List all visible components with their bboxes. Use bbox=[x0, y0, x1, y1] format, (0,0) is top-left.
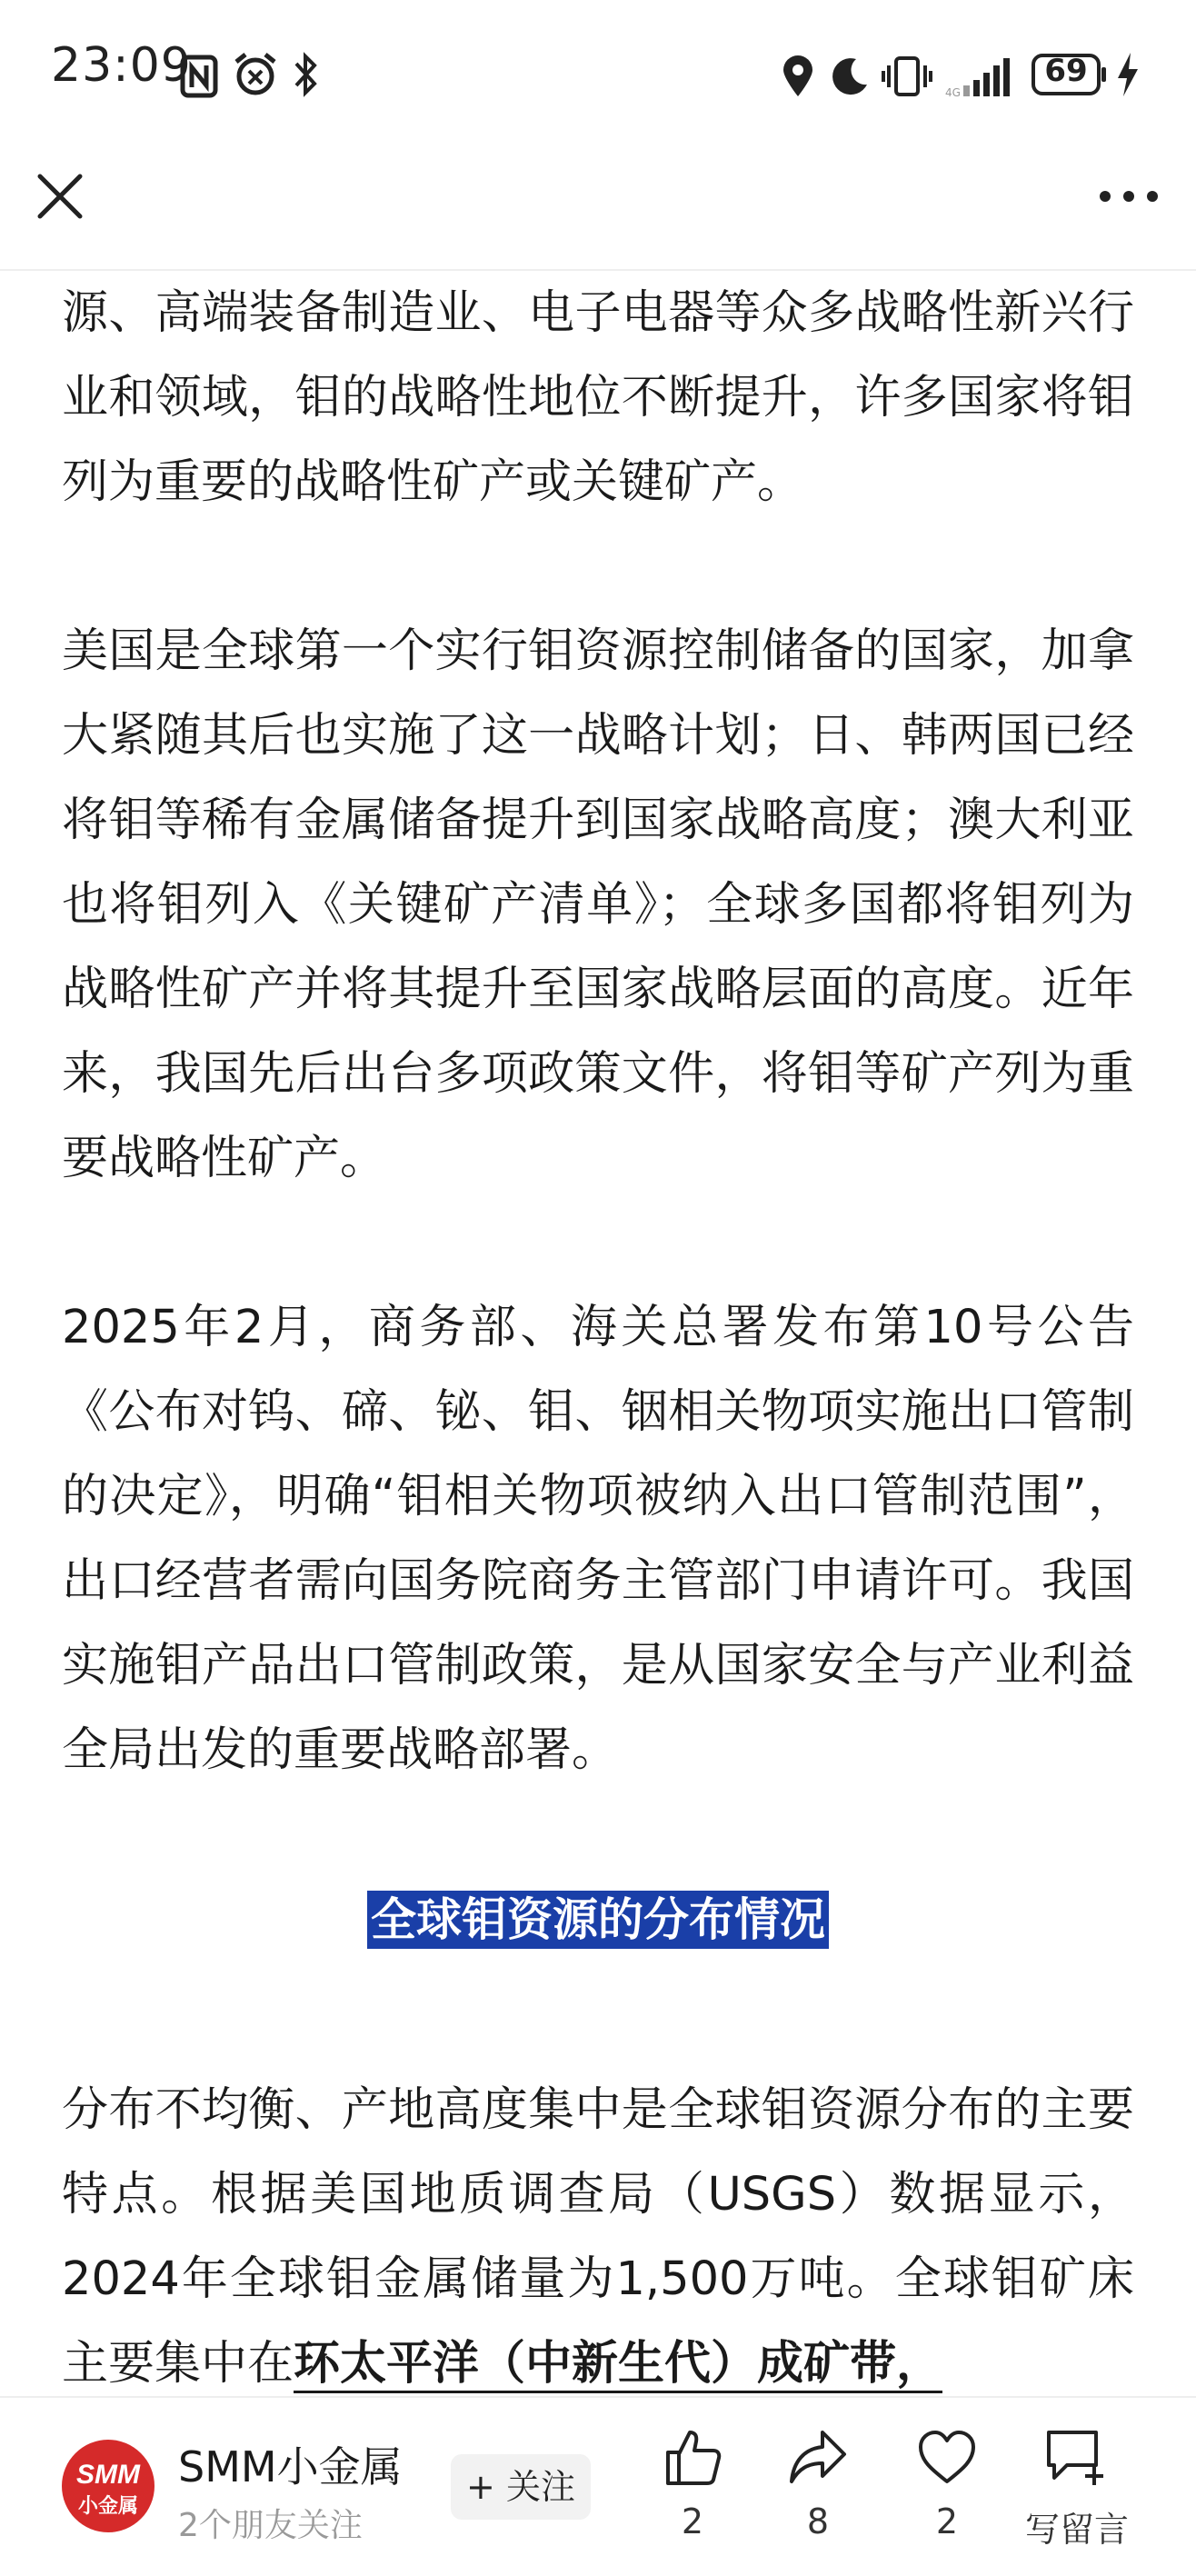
top-nav bbox=[0, 145, 1196, 271]
avatar-logo-subtext: 小金属 bbox=[77, 2495, 138, 2518]
article-paragraph: 源、高端装备制造业、电子电器等众多战略性新兴行业和领域，钼的战略性地位不断提升，许多国家将钼列为重要的战略性矿产或关键矿产。 bbox=[62, 286, 1134, 509]
follow-button[interactable]: + 关注 bbox=[451, 2454, 591, 2520]
account-name[interactable]: SMM小金属 bbox=[178, 2442, 403, 2491]
section-heading-text: 全球钼资源的分布情况 bbox=[367, 1891, 829, 1949]
nfc-icon bbox=[180, 49, 218, 104]
avatar-logo-text: SMM bbox=[76, 2460, 140, 2490]
bluetooth-icon bbox=[291, 47, 320, 102]
paragraph-text: 分布不均衡、产地高度集中是全球钼资源分布的主要特点。根据美国地质调查局（USGS）数据显示，2024年全球钼金属储量为1,500万吨。全球钼矿床主要集中在 bbox=[62, 2083, 1134, 2391]
share-icon bbox=[786, 2425, 850, 2489]
like-count: 2 bbox=[681, 2501, 704, 2541]
charging-icon bbox=[1114, 47, 1141, 102]
write-comment-label: 写留言 bbox=[1024, 2510, 1129, 2550]
article-paragraph: 美国是全球第一个实行钼资源控制储备的国家，加拿大紧随其后也实施了这一战略计划；日、韩两国已经将钼等稀有金属储备提升到国家战略高度；澳大利亚也将钼列入《关键矿产清单》；全球多国都将钼列为战略性矿产并将其提升至国家战略层面的高度。近年来，我国先后出台多项政策文件，将钼等矿产列为重要战略性矿产。 bbox=[62, 624, 1134, 1185]
signal-icon bbox=[945, 49, 1018, 104]
bold-highlight-text: 环太平洋（中新生代）成矿带， bbox=[294, 2337, 942, 2393]
vibrate-icon bbox=[882, 49, 932, 104]
status-time: 23:09 bbox=[51, 38, 192, 93]
comment-add-icon bbox=[1043, 2425, 1111, 2489]
write-comment-button[interactable] bbox=[1009, 2425, 1145, 2551]
avatar[interactable] bbox=[62, 2440, 154, 2532]
like-button[interactable] bbox=[629, 2425, 756, 2541]
svg-text:4G: 4G bbox=[945, 86, 961, 99]
article-paragraph: 2025年2月，商务部、海关总署发布第10号公告《公布对钨、碲、铋、钼、铟相关物项实施出口管制的决定》，明确“钼相关物项被纳入出口管制范围”，出口经营者需向国务院商务主管部门申请许可。我国实施钼产品出口管制政策，是从国家安全与产业利益全局出发的重要战略部署。 bbox=[62, 1301, 1134, 1777]
status-bar bbox=[0, 0, 1196, 145]
bottom-action-bar bbox=[0, 2396, 1196, 2576]
account-followers: 2个朋友关注 bbox=[178, 2507, 363, 2544]
article-paragraph bbox=[62, 2068, 1134, 2406]
section-heading bbox=[62, 1888, 1134, 1972]
battery-level: 69 bbox=[1044, 53, 1088, 89]
location-icon bbox=[780, 49, 816, 104]
thumbs-up-icon bbox=[661, 2425, 724, 2489]
alarm-icon bbox=[233, 47, 278, 102]
favorite-button[interactable] bbox=[883, 2425, 1011, 2541]
moon-icon bbox=[829, 49, 869, 104]
more-icon[interactable] bbox=[1092, 167, 1165, 225]
share-count: 8 bbox=[806, 2501, 830, 2541]
share-button[interactable] bbox=[754, 2425, 882, 2541]
favorite-count: 2 bbox=[935, 2501, 959, 2541]
article-body bbox=[62, 271, 1134, 2406]
heart-icon bbox=[915, 2425, 979, 2489]
close-icon[interactable] bbox=[31, 167, 89, 225]
